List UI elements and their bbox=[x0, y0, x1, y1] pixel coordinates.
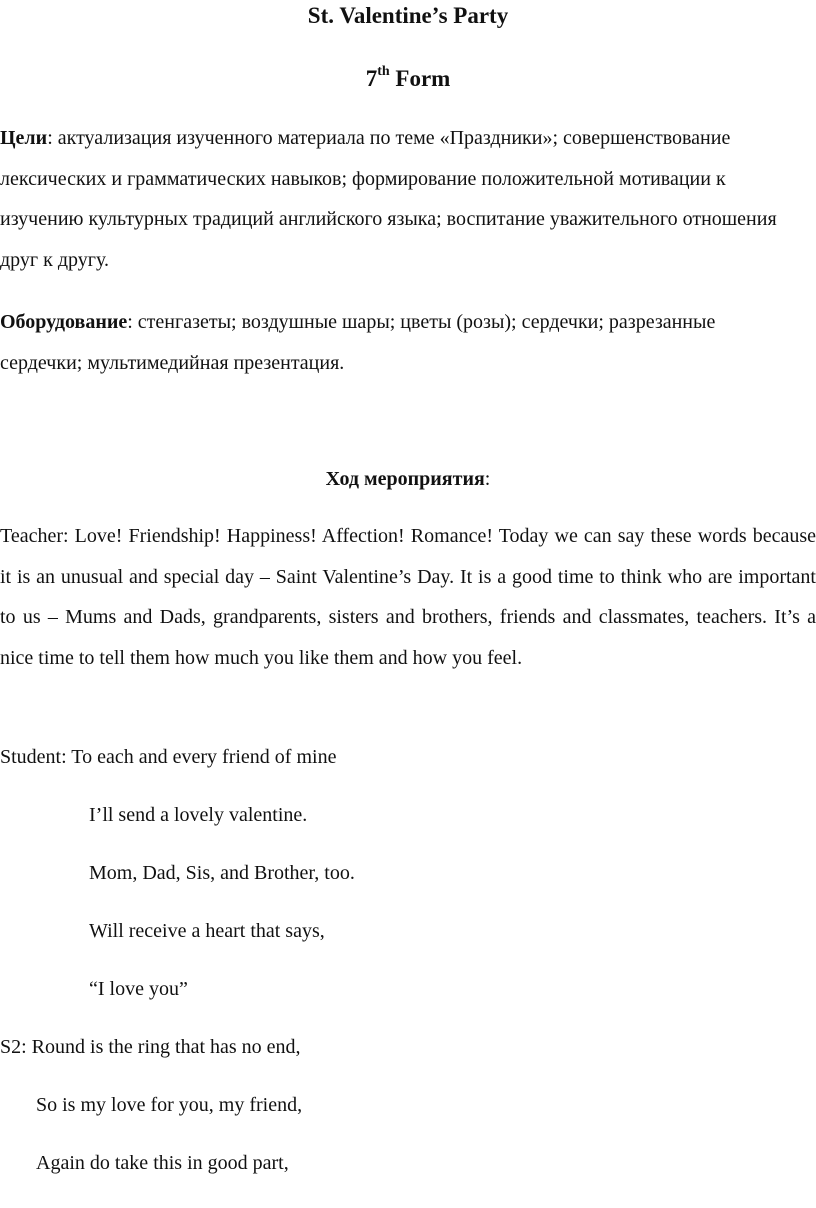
form-ordinal-suffix: th bbox=[377, 64, 390, 80]
document-title: St. Valentine’s Party bbox=[307, 3, 509, 28]
student-poem-line: “I love you” bbox=[89, 978, 188, 1000]
teacher-paragraph: Teacher: Love! Friendship! Happiness! Affection! Romance! Today we can say these words because it is an unusual and special day – Saint Valentine’s Day. It is a good time to think who are important to us – Mums and Dads, grandparents, sisters and brothers, friends and classmates, teachers. It’s a nice time to tell them how much you like them and how you feel. bbox=[0, 525, 816, 669]
goals-text: : актуализация изученного материала по теме «Праздники»; совершенствование лексических и грамматических навыков; формирование положительной мотивации к изучению культурных традиций английского языка; воспитание уважительного отношения друг к другу. bbox=[0, 127, 777, 271]
s2-poem-line: S2: Round is the ring that has no end, bbox=[0, 1036, 301, 1058]
goals-paragraph bbox=[0, 118, 790, 280]
document-subtitle bbox=[0, 66, 816, 92]
student-poem-line: I’ll send a lovely valentine. bbox=[89, 804, 308, 826]
equipment-text: : стенгазеты; воздушные шары; цветы (розы); сердечки; разрезанные сердечки; мультимедийная презентация. bbox=[0, 311, 716, 374]
procedure-heading-colon: : bbox=[484, 468, 491, 490]
student-poem-line: Student: To each and every friend of mine bbox=[0, 746, 337, 768]
s2-poem-line: Again do take this in good part, bbox=[36, 1152, 289, 1174]
procedure-heading bbox=[0, 465, 816, 493]
procedure-heading-label: Ход мероприятия bbox=[325, 468, 485, 490]
equipment-label: Оборудование bbox=[0, 311, 128, 333]
equipment-paragraph bbox=[0, 302, 760, 383]
form-number: 7 bbox=[365, 66, 378, 91]
goals-label: Цели bbox=[0, 127, 48, 149]
s2-poem-line: So is my love for you, my friend, bbox=[36, 1094, 303, 1116]
student-poem-line: Mom, Dad, Sis, and Brother, too. bbox=[89, 862, 355, 884]
student-poem-line: Will receive a heart that says, bbox=[89, 920, 325, 942]
form-word: Form bbox=[395, 66, 451, 91]
